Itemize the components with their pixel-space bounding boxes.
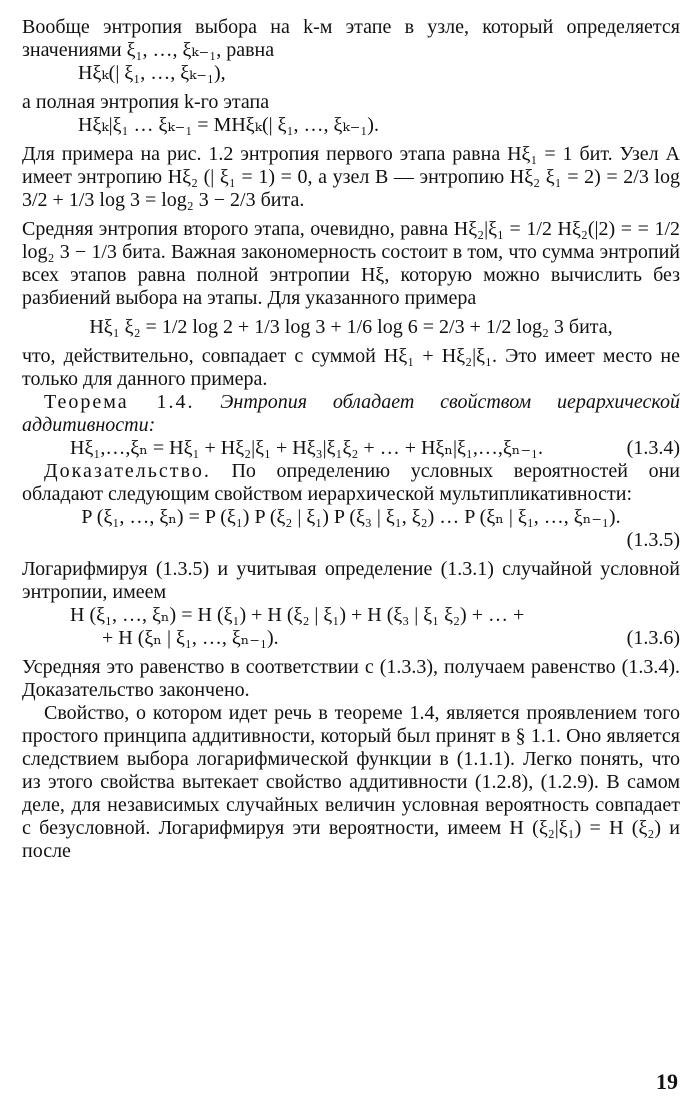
paragraph-example: Для примера на рис. 1.2 энтропия первого этапа равна Hξ₁ = 1 бит. Узел A имеет энтропию Hξ₂ (| ξ₁ = 1) = 0, а узел B — энтропию Hξ₂ ξ₁ = 2) = 2/3 log 3/2 + 1/3 log 3 = log₂ 3 − 2/3 бита. [22, 143, 680, 211]
equation-number: (1.3.5) [626, 529, 680, 551]
page-number: 19 [656, 1069, 678, 1094]
proof-statement [22, 460, 680, 506]
formula-multiplicativity: P (ξ₁, …, ξₙ) = P (ξ₁) P (ξ₂ | ξ₁) P (ξ₃ | ξ₁, ξ₂) … P (ξₙ | ξ₁, …, ξₙ₋₁). [81, 506, 621, 528]
paragraph-second-stage: Средняя энтропия второго этапа, очевидно, равна Hξ₂|ξ₁ = 1/2 Hξ₂(|2) = = 1/2 log₂ 3 − 1/3 бита. Важная закономерность состоит в том, что сумма энтропий всех этапов равна полной энтропии Hξ, которую можно вычислить без разбиений выбора на этапы. Для указанного примера [22, 218, 680, 309]
paragraph-logarithm: Логарифмируя (1.3.5) и учитывая определение (1.3.1) случайной условной энтропии, имеем [22, 558, 680, 603]
paragraph-entropy-stage-k: Вообще энтропия выбора на k-м этапе в узле, который определяется значениями ξ₁, …, ξₖ₋₁, равна [22, 16, 680, 61]
paragraph-full-entropy: а полная энтропия k-го этапа [22, 91, 270, 113]
proof-text: По определению условных вероятностей они обладают следующим свойством иерархической мультипликативности: [22, 460, 680, 505]
formula-example-sum: Hξ₁ ξ₂ = 1/2 log 2 + 1/3 log 3 + 1/6 log 6 = 2/3 + 1/2 log₂ 3 бита, [89, 316, 613, 338]
formula-entropy-chain-1: H (ξ₁, …, ξₙ) = H (ξ₁) + H (ξ₂ | ξ₁) + H (ξ₃ | ξ₁ ξ₂) + … + [70, 604, 525, 626]
equation-number: (1.3.4) [626, 437, 680, 459]
formula-full-stage-entropy: Hξₖ|ξ₁ … ξₖ₋₁ = MHξₖ(| ξ₁, …, ξₖ₋₁). [78, 114, 379, 136]
proof-label: Доказательство. [44, 460, 211, 482]
formula-entropy-chain-2: + H (ξₙ | ξ₁, …, ξₙ₋₁). [102, 627, 279, 649]
theorem-label: Теорема 1.4. [44, 391, 195, 413]
equation-number: (1.3.6) [626, 627, 680, 649]
formula-conditional-entropy: Hξₖ(| ξ₁, …, ξₖ₋₁), [78, 62, 226, 84]
paragraph-property: Свойство, о котором идет речь в теореме 1.4, является проявлением того простого принципа аддитивности, который был принят в § 1.1. Оно является следствием выбора логарифмической функции в (1.1.1). Легко понять, что из этого свойства вытекает свойство аддитивности (1.2.8), (1.2.9). В самом деле, для независимых случайных величин условная вероятность совпадает с безусловной. Логарифмируя эти вероятности, имеем H (ξ₂|ξ₁) = H (ξ₂) и после [22, 702, 680, 862]
equation-row-1-3-4 [22, 437, 680, 460]
formula-hierarchical-additivity: Hξ₁,…,ξₙ = Hξ₁ + Hξ₂|ξ₁ + Hξ₃|ξ₁ξ₂ + … + Hξₙ|ξ₁,…,ξₙ₋₁. [70, 437, 543, 459]
theorem-statement [22, 391, 680, 437]
paragraph-averaging: Усредняя это равенство в соответствии с (1.3.3), получаем равенство (1.3.4). Доказательство закончено. [22, 656, 680, 701]
theorem-text: Энтропия обладает свойством иерархической аддитивности: [22, 391, 681, 436]
equation-row-1-3-6 [22, 627, 680, 650]
paragraph-coincides: что, действительно, совпадает с суммой Hξ₁ + Hξ₂|ξ₁. Это имеет место не только для данного примера. [22, 345, 680, 390]
